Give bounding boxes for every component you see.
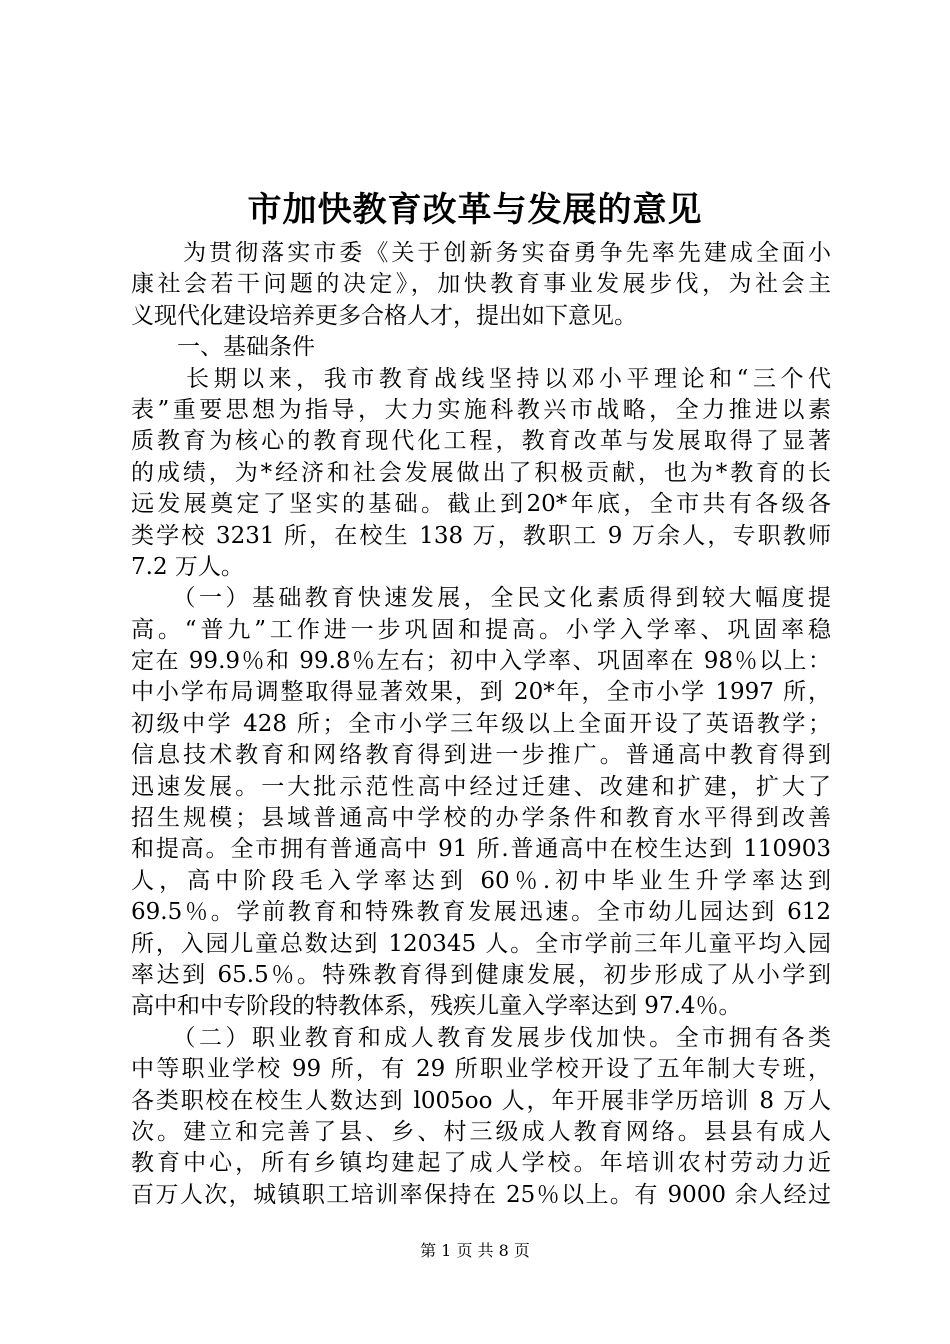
body-line: 中等职业学校 99 所，有 29 所职业学校开设了五年制大专班， xyxy=(131,1056,831,1083)
document-title: 市加快教育改革与发展的意见 xyxy=(247,190,703,230)
body-line: （二）职业教育和成人教育发展步伐加快。全市拥有各类 xyxy=(131,1024,831,1051)
page-footer: 第 1 页 共 8 页 xyxy=(420,1241,530,1260)
body-line: 人，高中阶段毛入学率达到 60％.初中毕业生升学率达到 xyxy=(131,867,831,894)
body-line: 表”重要思想为指导，大力实施科教兴市战略，全力推进以素 xyxy=(131,396,831,423)
body-line: 中小学布局调整取得显著效果，到 20*年，全市小学 1997 所， xyxy=(131,679,831,706)
body-line: 迅速发展。一大批示范性高中经过迁建、改建和扩建，扩大了 xyxy=(131,773,831,800)
body-line: 所，入园儿童总数达到 120345 人。全市学前三年儿童平均入园 xyxy=(131,930,831,957)
body-line: 次。建立和完善了县、乡、村三级成人教育网络。县县有成人 xyxy=(131,1118,831,1145)
body-line: 百万人次，城镇职工培训率保持在 25％以上。有 9000 余人经过 xyxy=(131,1181,831,1208)
body-line: 69.5％。学前教育和特殊教育发展迅速。全市幼儿园达到 612 xyxy=(131,899,831,926)
body-line: 义现代化建设培养更多合格人才，提出如下意见。 xyxy=(131,302,637,329)
body-line: 类学校 3231 所，在校生 138 万，教职工 9 万余人，专职教师 xyxy=(131,522,831,549)
body-line: 高。“普九”工作进一步巩固和提高。小学入学率、巩固率稳 xyxy=(131,616,831,643)
body-line: 率达到 65.5％。特殊教育得到健康发展，初步形成了从小学到 xyxy=(131,961,831,988)
body-line: 的成绩，为*经济和社会发展做出了积极贡献，也为*教育的长 xyxy=(131,459,831,486)
body-line: 长期以来，我市教育战线坚持以邓小平理论和“三个代 xyxy=(131,365,831,392)
body-line: 一、基础条件 xyxy=(131,334,315,361)
body-line: 和提高。全市拥有普通高中 91 所.普通高中在校生达到 110903 xyxy=(131,836,831,863)
body-line: 招生规模；县域普通高中学校的办学条件和教育水平得到改善 xyxy=(131,805,831,832)
body-line: 远发展奠定了坚实的基础。截止到20*年底，全市共有各级各 xyxy=(131,491,831,518)
document-body xyxy=(131,238,831,1211)
body-line: 为贯彻落实市委《关于创新务实奋勇争先率先建成全面小 xyxy=(131,240,831,266)
body-line: 初级中学 428 所；全市小学三年级以上全面开设了英语教学； xyxy=(131,710,831,737)
body-line: 质教育为核心的教育现代化工程，教育改革与发展取得了显著 xyxy=(131,428,831,455)
body-line: 7.2 万人。 xyxy=(131,553,244,580)
body-line: 教育中心，所有乡镇均建起了成人学校。年培训农村劳动力近 xyxy=(131,1150,831,1177)
body-line: 高中和中专阶段的特教体系，残疾儿童入学率达到 97.4％。 xyxy=(131,993,742,1020)
body-line: 各类职校在校生人数达到 l005oo 人，年开展非学历培训 8 万人 xyxy=(131,1087,831,1114)
body-line: 定在 99.9％和 99.8％左右；初中入学率、巩固率在 98％以上： xyxy=(131,648,831,675)
body-line: 康社会若干问题的决定》，加快教育事业发展步伐，为社会主 xyxy=(131,271,831,298)
body-line: 信息技术教育和网络教育得到进一步推广。普通高中教育得到 xyxy=(131,742,831,769)
body-line: （一）基础教育快速发展，全民文化素质得到较大幅度提 xyxy=(131,585,831,612)
